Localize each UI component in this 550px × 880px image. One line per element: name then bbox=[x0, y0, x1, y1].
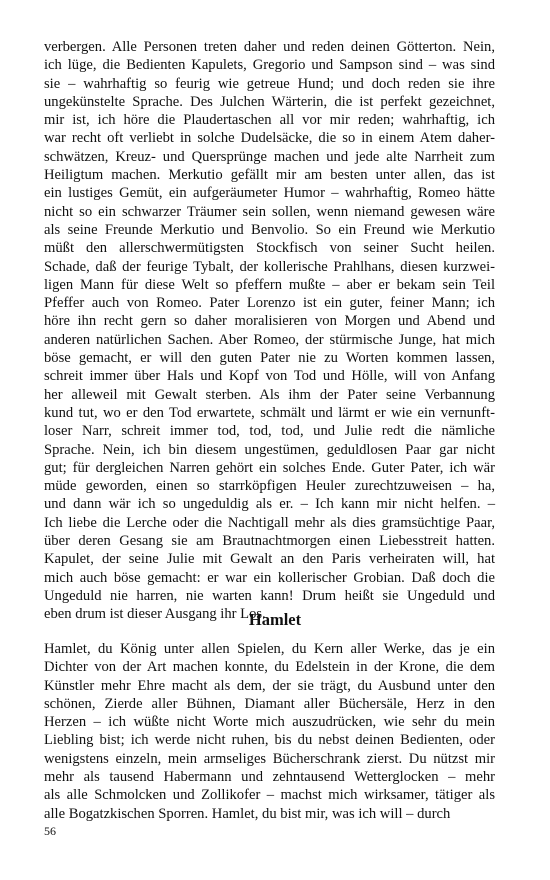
text-line: ungekünstelte Sprache. Des Julchen Wärterin, die ist perfekt gezeichnet, bbox=[44, 93, 495, 110]
text-line: nicht so ein schwarzer Träumer sein sollen, wenn niemand gewesen wäre bbox=[44, 203, 495, 220]
text-line: mir ist, ich höre die Plaudertaschen all vor mir reden; wahrhaftig, ich bbox=[44, 112, 495, 129]
text-line: sie – wahrhaftig so feurig wie getreue Hund; und doch reden sie ihre bbox=[44, 75, 495, 92]
text-line: verbergen. Alle Personen treten daher und reden deinen Götterton. Nein, bbox=[44, 39, 495, 55]
text-line: Schade, daß der feurige Tybalt, der kollerische Prahlhans, diesen kurzwei- bbox=[44, 258, 495, 275]
text-line: und dann wär ich so ungeduldig als er. – Ich kann mir nicht helfen. – bbox=[44, 496, 495, 513]
text-line: müßt den allerschwermütigsten Stockfisch von seiner Sucht heilen. bbox=[44, 240, 495, 257]
text-line: Herzen – ich wüßte nicht Worte mich auszudrücken, wie sehr du mein bbox=[44, 714, 495, 731]
text-line: Liebling bist; ich werde nicht ruhen, bis du nebst deinen Bedienten, oder bbox=[44, 732, 495, 749]
text-line: schönen, Zierde aller Bühnen, Diamant aller Büchersäle, Herz in den bbox=[44, 695, 495, 712]
text-line: Hamlet, du König unter allen Spielen, du Kern aller Werke, das je ein bbox=[44, 641, 495, 657]
text-line: müde geworden, einen so starrköpfigen Heuler zurechtzuweisen – ha, bbox=[44, 478, 495, 495]
body-text-continued bbox=[44, 38, 495, 624]
text-line: eben drum ist dieser Ausgang ihr Los. bbox=[44, 606, 266, 623]
text-line: mehr als tausend Habermann und zehntausend Wetterglocken – mehr bbox=[44, 769, 495, 786]
text-line: schreit immer über Hals und Kopf von Tod und Hölle, will von Anfang bbox=[44, 368, 495, 385]
text-line: Kapulet, der seine Julie mit Gewalt an den Paris verheiraten will, hat bbox=[44, 551, 495, 568]
page-number: 56 bbox=[44, 824, 56, 838]
text-line: über deren Gesang sie am Brautnachtmorgen einen Liebesstreit hatten. bbox=[44, 533, 495, 550]
text-line: ich lüge, die Bedienten Kapulets, Gregorio und Sampson sind – was sind bbox=[44, 57, 495, 74]
text-line: böse gemacht, er will den guten Pater nie zu Worten kommen lassen, bbox=[44, 350, 495, 367]
text-line: als seine Freunde Merkutio und Benvolio. So ein Freund wie Merkutio bbox=[44, 221, 495, 238]
text-line: Künstler mehr Ehre macht als dem, der sie trägt, du Ausbund unter den bbox=[44, 677, 495, 694]
text-line: ein lustiges Gemüt, ein aufgeräumeter Humor – wahrhaftig, Romeo hätte bbox=[44, 185, 495, 202]
text-line: gut; für dergleichen Narren gehört ein solches Ende. Guter Pater, ich wär bbox=[44, 459, 495, 476]
text-line: anderen natürlichen Sachen. Aber Romeo, der stürmische Junge, hat mich bbox=[44, 331, 495, 348]
text-line: Pfeffer auch von Romeo. Pater Lorenzo ist ein guter, feiner Mann; ich bbox=[44, 295, 495, 312]
text-line: alle Bogatzkischen Sporren. Hamlet, du bist mir, was ich will – durch bbox=[44, 805, 451, 822]
text-line: Dichter von der Art machen konnte, du Edelstein in der Krone, die dem bbox=[44, 659, 495, 676]
text-line: her alleweil mit Gewalt sterben. Als ihm der Pater seine Verbannung bbox=[44, 386, 495, 403]
text-line: Ungeduld nie harren, nie warten kann! Drum heißt sie Ungeduld und bbox=[44, 587, 495, 604]
text-line: wenigstens einzeln, mein armseliges Bücherschrank zierst. Du nützst mir bbox=[44, 750, 495, 767]
text-line: loser Narr, schreit immer tod, tod, tod, und Julie redt die nämliche bbox=[44, 423, 495, 440]
body-text-hamlet bbox=[44, 640, 495, 823]
text-line: höre ihn recht gern so daher moralisieren von Morgen und Abend und bbox=[44, 313, 495, 330]
text-line: ligen Mann für diese Welt so pfeffern mußte – aber er bekam sein Teil bbox=[44, 276, 495, 293]
text-line: Ich liebe die Lerche oder die Nachtigall mehr als dies gramsüchtige Paar, bbox=[44, 514, 495, 531]
text-line: kund tut, wo er den Tod erwartete, schmält und lärmt er wie ein vernunft- bbox=[44, 404, 495, 421]
text-line: als alle Schmolcken und Zollikofer – machst mich wirksamer, tätiger als bbox=[44, 787, 495, 804]
text-line: schwätzen, Kreuz- und Quersprünge machen und jede alte Narrheit zum bbox=[44, 148, 495, 165]
text-line: Sprache. Nein, ich bin diesem ungestümen, geduldlosen Paar gar nicht bbox=[44, 441, 495, 458]
text-line: Heiligtum machen. Merkutio gefällt mir am besten unter allen, das ist bbox=[44, 167, 495, 184]
section-heading: Hamlet bbox=[248, 610, 302, 629]
text-line: mich auch böse gemacht: er war ein kollerischer Grobian. Daß doch die bbox=[44, 569, 495, 586]
text-line: war recht oft verliebt in solche Dudelsäcke, die so in einem Atem daher- bbox=[44, 130, 495, 147]
